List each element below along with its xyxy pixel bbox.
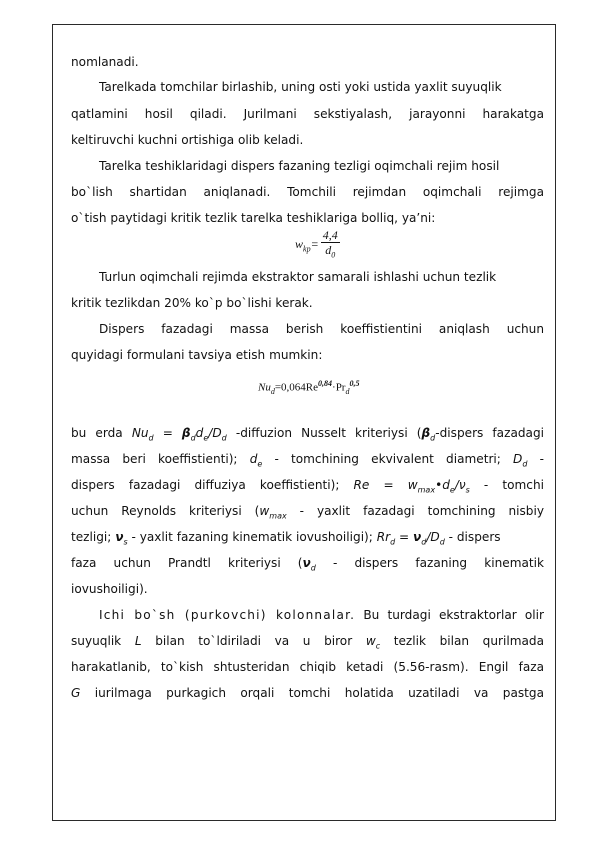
text-line: quyidagi formulani tavsiya etish mumkin: xyxy=(71,348,323,362)
formula-critical-velocity: $w_{kp}=$ $\frac{4,4}{d_0}$ xyxy=(295,228,338,260)
text-line: massa beri koeffistienti); $d_e$ - tomchining ekvivalent diametri; $D_d$ - xyxy=(71,452,544,469)
text-line: harakatlanib, to`kish shtusteridan chiqib ketadi (5.56-rasm). Engil faza xyxy=(71,660,544,674)
text-line: G iurilmaga purkagich orqali tomchi holatida uzatiladi va pastga xyxy=(71,686,544,700)
text-line: faza uchun Prandtl kriteriysi ($\nu_d$ - dispers fazaning kinematik xyxy=(71,556,544,573)
text-line: o`tish paytidagi kritik tezlik tarelka teshiklariga bolliq, ya’ni: xyxy=(71,211,436,225)
text-line: bu erda $Nu_d = \beta_dd_e/D_d$ -diffuzion Nusselt kriteriysi ($\beta_d$-dispers fazadagi xyxy=(71,426,544,443)
text-line: nomlanadi. xyxy=(71,55,139,69)
text-line: kritik tezlikdan 20% ko`p bo`lishi kerak. xyxy=(71,296,313,310)
text-line: iovushoiligi). xyxy=(71,582,148,596)
text-line: tezligi; $\nu_s$ - yaxlit fazaning kinematik iovushoiligi); $Rr_d = \nu_d/D_d$ - dispers xyxy=(71,530,501,547)
text-line: Tarelkada tomchilar birlashib, uning osti yoki ustida yaxlit suyuqlik xyxy=(99,80,502,94)
text-line: bo`lish shartidan aniqlanadi. Tomchili rejimdan oqimchali rejimga xyxy=(71,185,544,199)
text-line: suyuqlik L bilan to`ldiriladi va u biror $w_c$ tezlik bilan qurilmada xyxy=(71,634,544,651)
text-line: dispers fazadagi diffuziya koeffistienti); $Re = w_{max}•d_e/\nu_s$ - tomchi xyxy=(71,478,544,495)
text-line: qatlamini hosil qiladi. Jurilmani sekstiyalash, jarayonni harakatga xyxy=(71,107,544,121)
text-line: Turlun oqimchali rejimda ekstraktor samarali ishlashi uchun tezlik xyxy=(99,270,497,284)
text-line: Ichi bo`sh (purkovchi) kolonnalar. Bu turdagi ekstraktorlar olir xyxy=(99,608,544,622)
text-line: keltiruvchi kuchni ortishiga olib keladi. xyxy=(71,133,304,147)
formula-nusselt: $Nu_d=0,064Re^{0,84}\cdot Pr_d^{0,5}$ xyxy=(258,379,360,396)
text-line: Dispers fazadagi massa berish koeffistientini aniqlash uchun xyxy=(99,322,544,336)
section-heading: Ichi bo`sh (purkovchi) kolonnalar. xyxy=(99,608,356,622)
text-line: Tarelka teshiklaridagi dispers fazaning tezligi oqimchali rejim hosil xyxy=(99,159,500,173)
text-line: uchun Reynolds kriteriysi ($w_{max}$ - yaxlit fazadagi tomchining nisbiy xyxy=(71,504,544,521)
